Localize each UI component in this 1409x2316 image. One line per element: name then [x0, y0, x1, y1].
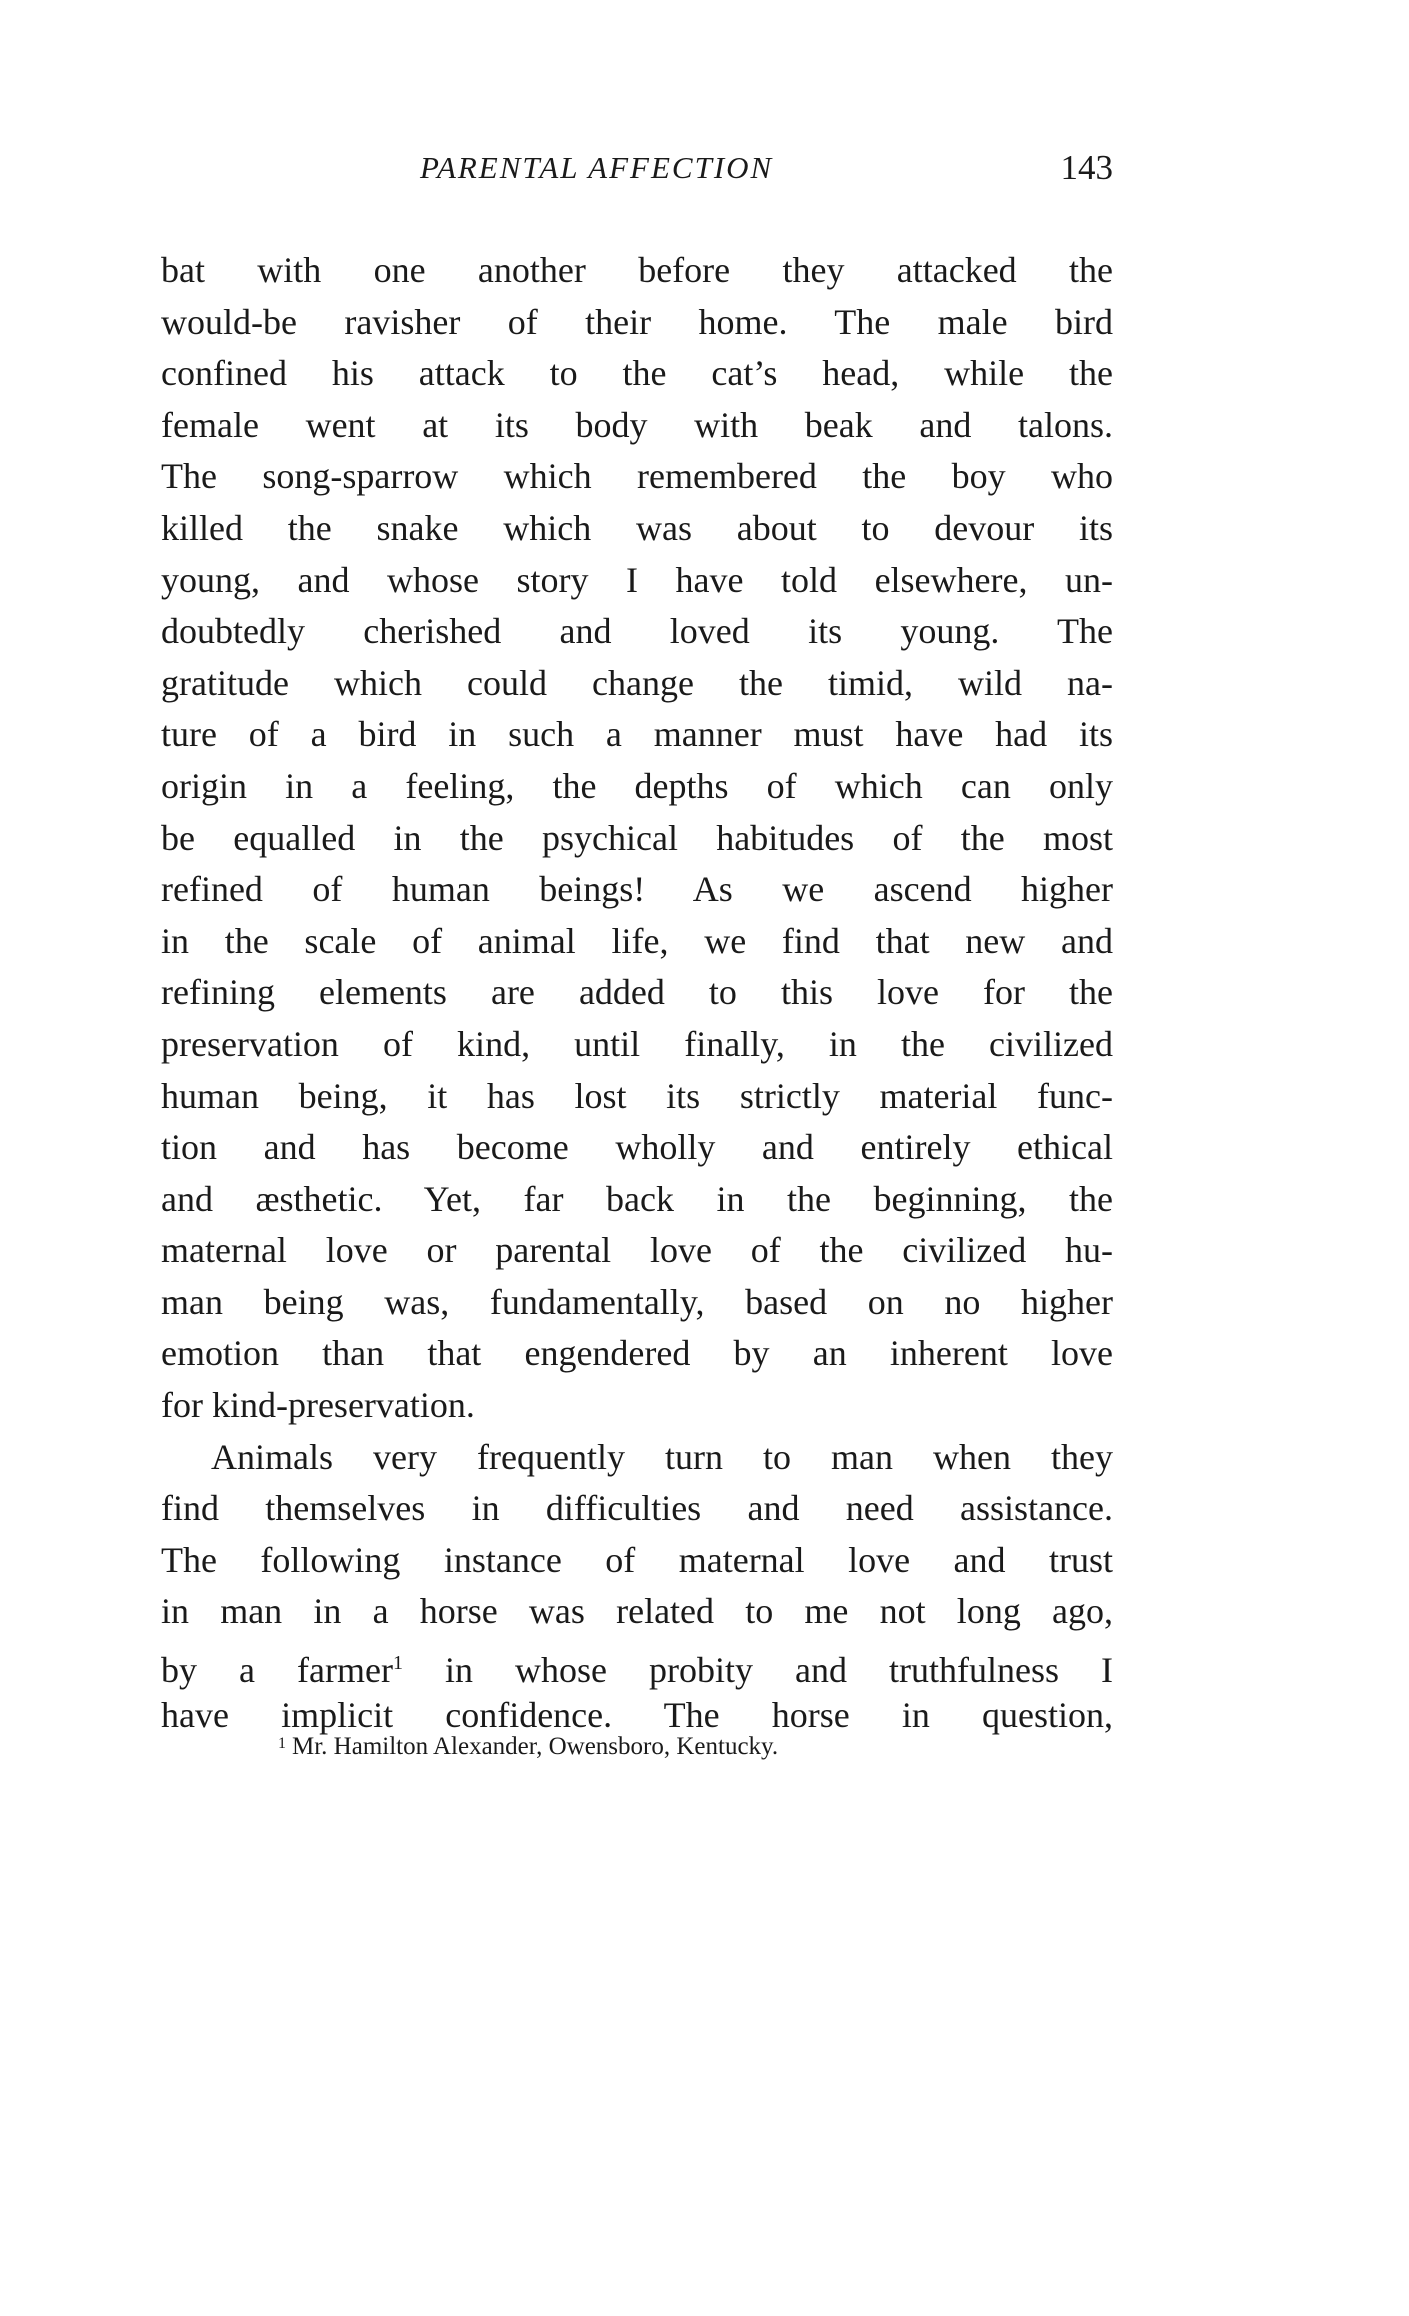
text-line: find themselves in difficulties and need assistance.	[161, 1488, 1113, 1529]
footnote-text: Mr. Hamilton Alexander, Owensboro, Kentucky.	[292, 1733, 779, 1760]
text-line: in man in a horse was related to me not long ago,	[161, 1591, 1113, 1632]
body-text	[161, 245, 1113, 1741]
text-line: for kind-preservation.	[161, 1385, 475, 1426]
text-line: emotion than that engendered by an inherent love	[161, 1333, 1113, 1374]
text-line: Animals very frequently turn to man when they	[211, 1436, 1113, 1477]
text-segment: by a farmer	[161, 1650, 393, 1690]
text-line: doubtedly cherished and loved its young. The	[161, 611, 1113, 652]
running-title: PARENTAL AFFECTION	[420, 150, 774, 185]
footnote-mark: 1	[278, 1735, 286, 1752]
text-line: maternal love or parental love of the civilized hu-	[161, 1230, 1113, 1271]
text-line: refined of human beings! As we ascend higher	[161, 869, 1113, 910]
text-line: man being was, fundamentally, based on no higher	[161, 1281, 1113, 1322]
text-line: female went at its body with beak and talons.	[161, 404, 1113, 445]
text-line: be equalled in the psychical habitudes of the most	[161, 817, 1113, 858]
text-line: refining elements are added to this love for the	[161, 972, 1113, 1013]
text-line: would-be ravisher of their home. The male bird	[161, 301, 1113, 342]
text-segment: in whose probity and truthfulness I	[402, 1650, 1113, 1690]
text-line: ture of a bird in such a manner must have had its	[161, 714, 1113, 755]
text-line: The following instance of maternal love and trust	[161, 1539, 1113, 1580]
text-line: origin in a feeling, the depths of which can only	[161, 765, 1113, 806]
footnote-reference: 1	[392, 1652, 403, 1675]
text-line: tion and has become wholly and entirely ethical	[161, 1127, 1113, 1168]
text-line: bat with one another before they attacked the	[161, 250, 1113, 290]
text-line: killed the snake which was about to devour its	[161, 507, 1113, 548]
footnote	[278, 1733, 778, 1761]
page-number: 143	[1060, 148, 1113, 187]
text-line	[161, 1638, 1113, 1690]
text-line: have implicit confidence. The horse in question,	[161, 1694, 1113, 1735]
text-line: in the scale of animal life, we find that new and	[161, 920, 1113, 961]
text-line: gratitude which could change the timid, wild na-	[161, 662, 1113, 703]
text-line: The song-sparrow which remembered the boy who	[161, 456, 1113, 497]
text-line: preservation of kind, until finally, in the civilized	[161, 1023, 1113, 1064]
text-line: human being, it has lost its strictly material func-	[161, 1075, 1113, 1116]
text-line: young, and whose story I have told elsewhere, un-	[161, 559, 1113, 600]
text-line: confined his attack to the cat’s head, while the	[161, 353, 1113, 394]
text-line: and æsthetic. Yet, far back in the beginning, the	[161, 1178, 1113, 1219]
